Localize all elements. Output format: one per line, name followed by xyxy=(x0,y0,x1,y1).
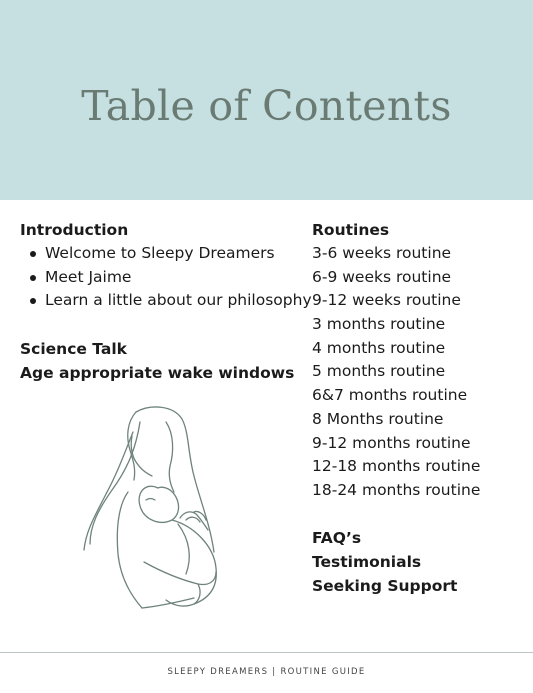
list-item[interactable]: 12-18 months routine xyxy=(312,457,481,476)
mother-baby-illustration-icon xyxy=(70,402,230,612)
list-item[interactable]: 9-12 weeks routine xyxy=(312,291,461,310)
list-item[interactable]: 8 Months routine xyxy=(312,409,444,428)
toc-left-column xyxy=(20,218,310,385)
footer-text: SLEEPY DREAMERS | ROUTINE GUIDE xyxy=(167,667,366,677)
list-item[interactable] xyxy=(30,266,310,290)
toc-routines[interactable]: Routines xyxy=(312,221,390,239)
list-item[interactable]: 6-9 weeks routine xyxy=(312,267,452,286)
bullet-icon xyxy=(30,298,36,304)
list-item[interactable]: 9-12 months routine xyxy=(312,433,471,452)
header-banner xyxy=(0,0,533,200)
list-item[interactable]: 5 months routine xyxy=(312,362,446,381)
list-item[interactable]: 3 months routine xyxy=(312,315,446,334)
list-item[interactable]: 4 months routine xyxy=(312,338,446,357)
toc-science-talk[interactable]: Science Talk xyxy=(20,340,127,359)
intro-list xyxy=(20,242,310,313)
toc-introduction[interactable]: Introduction xyxy=(20,221,129,239)
spacer xyxy=(20,313,310,337)
list-item[interactable]: 3-6 weeks routine xyxy=(312,244,452,262)
toc-seeking-support[interactable]: Seeking Support xyxy=(312,576,458,595)
list-item[interactable]: 6&7 months routine xyxy=(312,386,468,405)
toc-wake-windows[interactable]: Age appropriate wake windows xyxy=(20,364,295,383)
list-item-label: Meet Jaime xyxy=(45,267,132,286)
bullet-icon xyxy=(30,275,36,281)
list-item-label: Welcome to Sleepy Dreamers xyxy=(45,244,275,262)
list-item[interactable] xyxy=(30,289,310,313)
toc-right-column xyxy=(312,218,522,598)
list-item[interactable]: 18-24 months routine xyxy=(312,480,481,499)
spacer xyxy=(312,503,522,526)
footer-divider xyxy=(0,652,533,653)
toc-faqs[interactable]: FAQ’s xyxy=(312,528,362,547)
page-title: Table of Contents xyxy=(81,82,452,130)
list-item[interactable] xyxy=(30,242,310,266)
bullet-icon xyxy=(30,251,36,257)
list-item-label: Learn a little about our philosophy xyxy=(45,291,312,310)
toc-testimonials[interactable]: Testimonials xyxy=(312,552,422,571)
